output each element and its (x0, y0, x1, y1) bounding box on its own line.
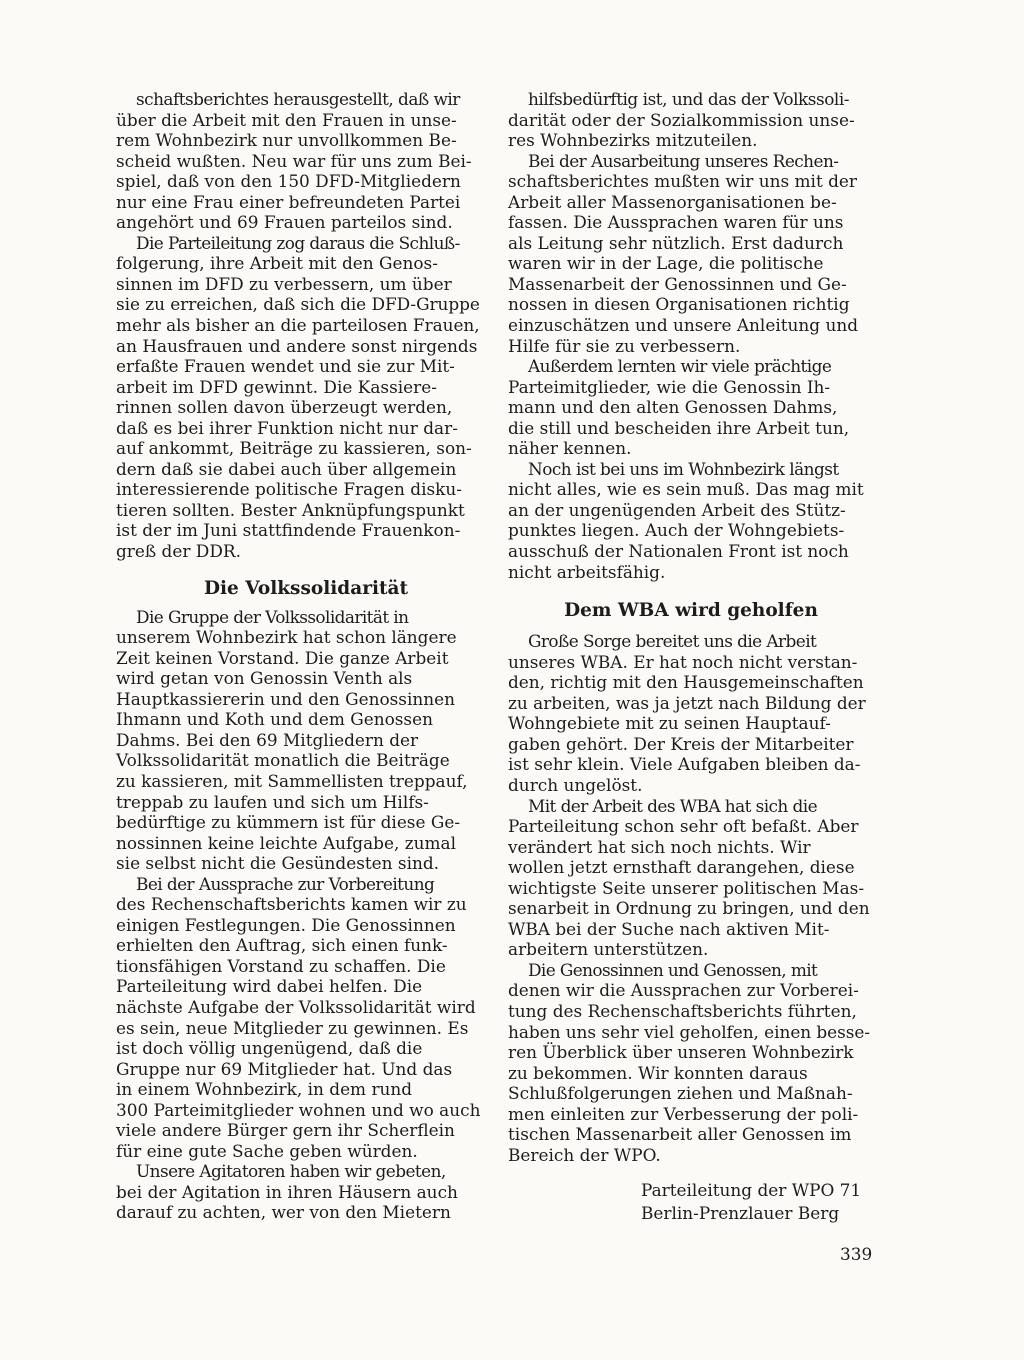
right-column (508, 89, 870, 1165)
paragraph (116, 607, 480, 874)
text-line: wichtigste Seite unserer politischen Mas- (508, 877, 865, 898)
text-line: gaben gehört. Der Kreis der Mitarbeiter (508, 733, 854, 754)
text-line: Bereich der WPO. (508, 1144, 661, 1165)
text-line: Die Genossinnen und Genossen, mit (528, 959, 818, 980)
paragraph (508, 151, 870, 356)
text-line: durch ungelöst. (508, 774, 643, 795)
text-line: darauf zu achten, wer von den Mietern (116, 1202, 451, 1223)
text-line: schaftsberichtes mußten wir uns mit der (508, 171, 857, 192)
text-line: senarbeit in Ordnung zu bringen, und den (508, 898, 870, 919)
text-line: waren wir in der Lage, die politische (508, 253, 824, 274)
section-heading-wba: Dem WBA wird geholfen (564, 600, 818, 622)
text-line: sie zu erreichen, daß sich die DFD-Gruppe (116, 294, 480, 315)
paragraph (508, 796, 870, 960)
signature-line-2: Berlin-Prenzlauer Berg (641, 1203, 840, 1223)
left-column (116, 89, 480, 1223)
text-line: darität oder der Sozialkommission unse- (508, 109, 855, 130)
text-line: es sein, neue Mitglieder zu gewinnen. Es (116, 1017, 469, 1038)
text-line: zu arbeiten, was ja jetzt nach Bildung der (508, 692, 866, 713)
text-line: an der ungenügenden Arbeit des Stütz- (508, 499, 846, 520)
text-line: Schlußfolgerungen ziehen und Maßnah- (508, 1083, 853, 1104)
text-line: ausschuß der Nationalen Front ist noch (508, 541, 849, 562)
text-line: punktes liegen. Auch der Wohngebiets- (508, 520, 845, 541)
text-line: erhielten den Auftrag, sich einen funk- (116, 935, 448, 956)
text-line: folgerung, ihre Arbeit mit den Genos- (116, 253, 438, 274)
signature-block (641, 1179, 861, 1225)
text-line: den, richtig mit den Hausgemeinschaften (508, 672, 864, 693)
text-line: schaftsberichtes herausgestellt, daß wir (136, 89, 460, 109)
text-line: Parteileitung schon sehr oft befaßt. Aber (508, 816, 859, 837)
text-line: an Hausfrauen und andere sonst nirgends (116, 335, 478, 356)
text-line: res Wohnbezirks mitzuteilen. (508, 130, 758, 151)
text-line: auf ankommt, Beiträge zu kassieren, son- (116, 438, 472, 459)
paragraph (116, 233, 480, 562)
text-line: Parteimitglieder, wie die Genossin Ih- (508, 376, 831, 397)
text-line: Dahms. Bei den 69 Mitgliedern der (116, 729, 419, 750)
text-line: scheid wußten. Neu war für uns zum Bei- (116, 150, 472, 171)
text-line: Mit der Arbeit des WBA hat sich die (528, 795, 818, 816)
text-line: nicht arbeitsfähig. (508, 561, 666, 582)
text-line: nossinnen keine leichte Aufgabe, zumal (116, 832, 456, 853)
paragraph (116, 874, 480, 1162)
text-line: nächste Aufgabe der Volkssolidarität wird (116, 996, 476, 1017)
text-line: denen wir die Aussprachen zur Vorberei- (508, 980, 859, 1001)
text-line: Massenarbeit der Genossinnen und Ge- (508, 273, 847, 294)
section-heading-volkssolidaritaet: Die Volkssolidarität (203, 577, 409, 599)
paragraph (508, 631, 870, 795)
text-line: interessierende politische Fragen disku- (116, 479, 462, 500)
text-line: näher kennen. (508, 438, 632, 459)
text-line: Die Gruppe der Volkssolidarität in (136, 606, 409, 627)
text-line: zu bekommen. Wir konnten daraus (508, 1062, 808, 1083)
text-line: angehört und 69 Frauen parteilos sind. (116, 212, 453, 233)
text-line: ist der im Juni stattfindende Frauenkon- (116, 520, 461, 541)
text-line: hilfsbedürftig ist, und das der Volkssoli- (528, 89, 849, 109)
text-line: Arbeit aller Massenorganisationen be- (508, 191, 837, 212)
text-line: in einem Wohnbezirk, in dem rund (116, 1079, 413, 1100)
text-line: nur eine Frau einer befreundeten Partei (116, 191, 461, 212)
text-line: haben uns sehr viel geholfen, einen besse- (508, 1021, 870, 1042)
text-line: dern daß sie dabei auch über allgemein (116, 458, 457, 479)
text-line: Außerdem lernten wir viele prächtige (528, 356, 832, 377)
left-paragraphs-after (116, 607, 480, 1223)
text-line: rinnen sollen davon überzeugt werden, (116, 397, 453, 418)
text-line: sie selbst nicht die Gesündesten sind. (116, 853, 440, 874)
text-line: sinnen im DFD zu verbessern, um über (116, 273, 452, 294)
text-line: arbeit im DFD gewinnt. Die Kassiere- (116, 376, 437, 397)
text-line: tionsfähigen Vorstand zu schaffen. Die (116, 955, 446, 976)
text-line: wollen jetzt ernsthaft darangehen, diese (508, 857, 855, 878)
text-line: als Leitung sehr nützlich. Erst dadurch (508, 232, 844, 253)
paragraph (508, 459, 870, 582)
text-line: bei der Agitation in ihren Häusern auch (116, 1181, 458, 1202)
text-line: fassen. Die Aussprachen waren für uns (508, 212, 844, 233)
paragraph (508, 356, 870, 459)
left-paragraphs-before (116, 89, 480, 562)
text-line: WBA bei der Suche nach aktiven Mit- (508, 918, 830, 939)
right-paragraphs-after (508, 631, 870, 1165)
signature-line-1: Parteileitung der WPO 71 (641, 1180, 862, 1200)
text-line: Gruppe nur 69 Mitglieder hat. Und das (116, 1058, 453, 1079)
text-line: Zeit keinen Vorstand. Die ganze Arbeit (116, 647, 449, 668)
text-line: wird getan von Genossin Venth als (116, 668, 413, 689)
text-line: verändert hat sich noch nichts. Wir (508, 836, 811, 857)
text-line: die still und bescheiden ihre Arbeit tun, (508, 417, 850, 438)
text-line: zu kassieren, mit Sammellisten treppauf, (116, 770, 468, 791)
text-line: unseres WBA. Er hat noch nicht verstan- (508, 651, 858, 672)
text-line: treppab zu laufen und sich um Hilfs- (116, 791, 429, 812)
text-line: nicht alles, wie es sein muß. Das mag mit (508, 479, 864, 500)
text-line: nossen in diesen Organisationen richtig (508, 294, 850, 315)
text-line: arbeitern unterstützen. (508, 939, 709, 960)
text-line: Hauptkassiererin und den Genossinnen (116, 688, 456, 709)
text-line: Bei der Ausarbeitung unseres Rechen- (528, 150, 839, 171)
text-line: Ihmann und Koth und dem Genossen (116, 709, 433, 730)
text-line: einzuschätzen und unsere Anleitung und (508, 315, 859, 336)
text-line: tung des Rechenschaftsberichts führten, (508, 1000, 857, 1021)
right-paragraphs-before (508, 89, 870, 582)
text-line: greß der DDR. (116, 541, 241, 562)
text-line: bedürftige zu kümmern ist für diese Ge- (116, 812, 461, 833)
text-line: Wohngebiete mit zu seinen Hauptauf- (508, 713, 831, 734)
text-line: des Rechenschaftsberichts kamen wir zu (116, 894, 467, 915)
text-line: men einleiten zur Verbesserung der poli- (508, 1103, 859, 1124)
text-line: über die Arbeit mit den Frauen in unse- (116, 109, 457, 130)
text-line: ren Überblick über unseren Wohnbezirk (508, 1042, 854, 1063)
text-line: Große Sorge bereitet uns die Arbeit (528, 631, 817, 652)
text-line: spiel, daß von den 150 DFD-Mitgliedern (116, 171, 461, 192)
text-line: Hilfe für sie zu verbessern. (508, 335, 741, 356)
text-line: erfaßte Frauen wendet und sie zur Mit- (116, 356, 455, 377)
text-line: viele andere Bürger gern ihr Scherflein (116, 1120, 455, 1141)
page-number: 339 (840, 1244, 873, 1264)
text-line: mann und den alten Genossen Dahms, (508, 397, 838, 418)
paragraph (508, 960, 870, 1165)
text-line: für eine gute Sache geben würden. (116, 1140, 418, 1161)
paragraph (508, 89, 870, 151)
text-line: Die Parteileitung zog daraus die Schluß- (136, 232, 460, 253)
text-line: ist doch völlig ungenügend, daß die (116, 1038, 423, 1059)
text-line: daß es bei ihrer Funktion nicht nur dar- (116, 417, 458, 438)
text-line: unserem Wohnbezirk hat schon längere (116, 627, 457, 648)
text-line: 300 Parteimitglieder wohnen und wo auch (116, 1099, 481, 1120)
text-line: rem Wohnbezirk nur unvollkommen Be- (116, 130, 457, 151)
paragraph (116, 1161, 480, 1223)
text-line: Volkssolidarität monatlich die Beiträge (116, 750, 450, 771)
text-line: Bei der Aussprache zur Vorbereitung (136, 873, 435, 894)
text-line: einigen Festlegungen. Die Genossinnen (116, 914, 456, 935)
text-line: Parteileitung wird dabei helfen. Die (116, 976, 423, 997)
paragraph (116, 89, 480, 233)
text-line: Unsere Agitatoren haben wir gebeten, (136, 1161, 446, 1182)
text-line: tieren sollten. Bester Anknüpfungspunkt (116, 499, 465, 520)
text-line: mehr als bisher an die parteilosen Frauen, (116, 315, 480, 336)
text-line: Noch ist bei uns im Wohnbezirk längst (528, 458, 839, 479)
text-line: tischen Massenarbeit aller Genossen im (508, 1124, 852, 1145)
text-line: ist sehr klein. Viele Aufgaben bleiben da- (508, 754, 861, 775)
